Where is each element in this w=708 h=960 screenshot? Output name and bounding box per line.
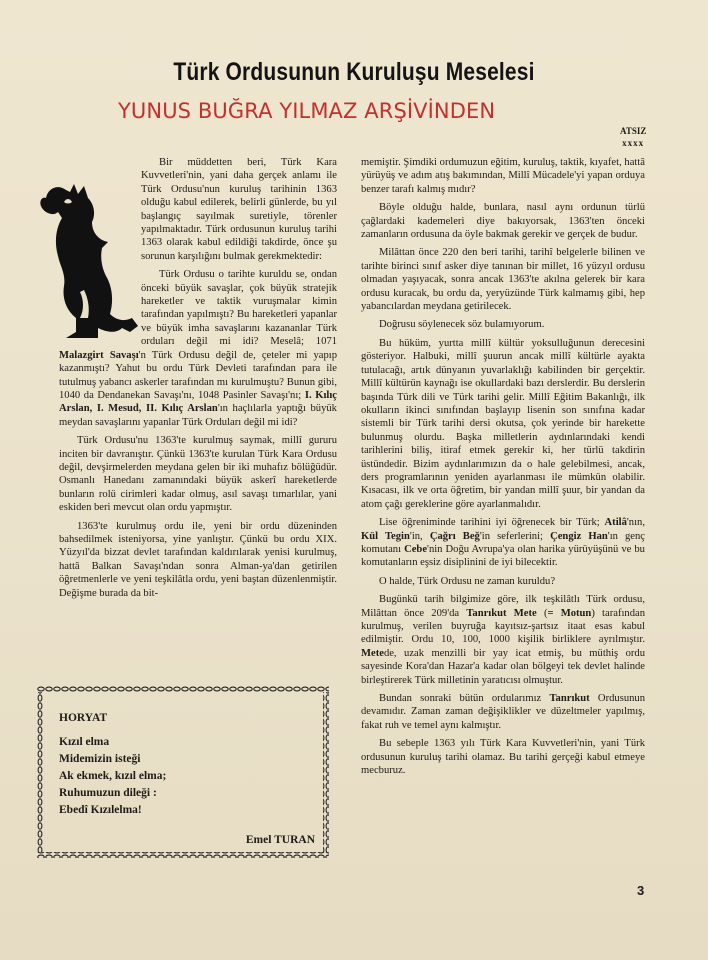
paragraph: Lise öğreniminde tarihini iyi öğrenecek bir Türk; Atilâ'nın, Kül Tegin'in, Çağrı Beğ'in seferlerini; Çengiz Han'ın genç komutanı Cebe'nin Doğu Avrupa'ya olan harika yürüyüşünü ve bu komutanların eşsiz disiplinini de iyi bilecektir. [361,517,646,569]
poem-line: Kızıl elma [59,736,110,748]
author-byline [620,125,646,149]
archive-watermark-text: YUNUS BUĞRA YILMAZ ARŞİVİNDEN [118,99,496,123]
paragraph: Bu sebeple 1363 yılı Türk Kara Kuvvetleri'nin, yani Türk ordusunun kuruluş tarihi olamaz. Bu tarihi gerçeği kabul etmeye mecburuz. [361,738,645,777]
poem-author: Emel TURAN [245,834,315,846]
poem-box [37,686,329,858]
paragraph: Böyle olduğu halde, bunlara, nasıl aynı ordunun türlü çağlardaki kademeleri diye bakıyorsak, 1363'ten önceki zamanların ordusuna da öyle bakmak gerekir ve gerçek de budur. [361,202,645,241]
illustration-spacer [59,156,141,346]
paragraph: Türk Ordusu o tarihte kuruldu se, ondan önceki büyük savaşlar, çok büyük stratejik hareketler ve taktik vuruşmalar kimin tarafından yapılmıştı? Bu hareketleri yapanlar ve büyük imha savaşlarını kazananlar Türk orduları değil mi idi? Meselâ; 1071 Malazgirt Savaşı'n Türk Ordusu değil de, çeteler mi yapıp kazanmıştı? Yahut bu ordu Türk Devleti tarafından para ile tutulmuş yabancı askerler tarafından mı kurulmuştu? Bunun gibi, 1040 da Dendanekan Savaşı'nı, 1048 Pasinler Savaşı'nı; I. Kılıç Arslan, I. Mesud, II. Kılıç Arslan'ın haçlılarla yaptığı büyük meydan savaşlarını yapanlar Türk Orduları değil mi idi? [59,269,338,428]
paragraph: Bugünkü tarih bilgimize göre, ilk teşkilâtlı Türk ordusu, Milâttan önce 209'da Tanrıkut Mete (= Motun) tarafından kurulmuş, verilen buyruğa kayıtsız-şartsız itaat esas kabul edilmiştir. Ordu 10, 100, 1000 kişilik birliklere ayrılmıştır. Metede, uzak menzilli bir yay icat etmiş, bu müthiş ordu sayesinde Kora'dan Hazar'a kadar olan bölgeyi tek devlet halinde birleştirerek Türk milletinin yaratıcısı olmuştur. [361,594,646,686]
poem-content [59,712,315,846]
poem-line: Ruhumuzun dileği : [59,787,157,799]
author-mark: xxxx [622,138,645,148]
paragraph: 1363'te kurulmuş ordu ile, yeni bir ordu düzeninden bahsedilmek isteniyorsa, yine yanlıştır. Çünkü bu ordu XIX. Yüzyıl'da bizzat devlet tarafından kaldırılarak yenisi kurulmuş, hattâ Balkan Savaşı'ndan sonra Alman-ya'dan getirilen öğretmenlerle ve yeni teşkilâtla ordu, yeni baştan düzenlenmiştir. Değişme burada da bit- [59,520,337,599]
poem-title: HORYAT [59,712,108,724]
paragraph: Bu hüküm, yurtta millî kültür yoksulluğunun derecesini gösteriyor. Halbuki, millî şuurun ancak millî kültürle ayakta tutulacağı, artık dünyanın yuvarlaklığı kabilinden bir gerçektir. Millî kültürün kaynağı ise okullardaki bazı derslerdir. Bu derslerin başında Türk dili ve Türk tarihi gelir. Millî Eğitim Bakanlığı, ilk okulların ikinci sınıfından başlayıp lisenin son sınıfına kadar sistemli bir Türk tarihi dersi okutsa, çok yerinde bir harekette bulunmuş olurdu. Başka milletlerin aydınlarındaki kendi tarihlerini biliş, itiraf etmek gerekir ki, her türlü takdirin üstündedir. Bizim aydınlarımızın da o hale gelebilmesi, ancak, ders programlarının yeniden ayarlanması ile mümkün olabilir. Kısacası, ilk ve orta öğretim, bir yandan millî şuur, bir yandan da atom çağı gereklerine göre ayarlanmalıdır. [361,337,645,510]
paragraph: Türk Ordusu'nu 1363'te kurulmuş saymak, millî gururu inciten bir davranıştır. Çünkü 1363'te kurulan Türk Kara Ordusu değil, devşirmelerden meydana gelen bir iki muhafız bölüğüdür. Osmanlı Hanedanı zamanındaki büyük askerî hareketlerde bunların rolü cirimleri kadar olmuş, asıl savaşı tımarlılar, yani eskiden beri mevcut olan ordu yapmıştır. [59,435,337,514]
poem-line: Ebedî Kızılelma! [59,804,142,816]
page-number: 3 [637,883,645,898]
paragraph: Doğrusu söylenecek söz bulamıyorum. [379,319,545,331]
left-column [59,156,337,605]
paragraph: Bundan sonraki bütün ordularımız Tanrıkut Ordusunun devamıdır. Zaman zaman değişiklikler ve düzeltmeler yapılmış, fakat ruh ve temel aynı kalmıştır. [361,693,646,731]
article-title: Türk Ordusunun Kuruluşu Meselesi [173,58,535,86]
paragraph: O halde, Türk Ordusu ne zaman kuruldu? [379,575,556,587]
paragraph: memiştir. Şimdiki ordumuzun eğitim, kuruluş, taktik, kıyafet, hattâ yürüyüş ve adım atış bakımından, Millî Mücadele'yi yapan orduya benzer tarafı kalmış mıdır? [361,157,645,195]
right-column [361,156,645,782]
author-name: ATSIZ [620,126,647,136]
poem-line: Ak ekmek, kızıl elma; [59,770,167,782]
paragraph: Milâttan önce 220 den beri tarihi, tarihî belgelerle bilinen ve tarihte birinci sınıf asker diye tanınan bir millet, 16 yüzyıl ordusu olmadan yaşıyacak, sonra ancak 1363'te akılna gelerek bir kara ordusu kuracak, bu ordu da, yeryüzünde Türk kalmamış gibi, hep yabancılardan meydana getirilecek. [361,247,645,313]
poem-line: Midemizin isteği [59,753,141,765]
paragraph: Bir müddetten beri, Türk Kara Kuvvetleri'nin, yani daha gerçek anlamı ile Türk Ordusu'nun kuruluş tarihinin 1363 olduğu kabul edilerek, belirli günlerde, bu yıl başlangıç sayılmak suretiyle, törenler yapılmaktadır. Türk ordusunun kuruluş tarihi 1363 olarak kabul edildiği takdirde, önce şu sorunun karşılığını bulmak gerekmektedir: [141,157,337,262]
